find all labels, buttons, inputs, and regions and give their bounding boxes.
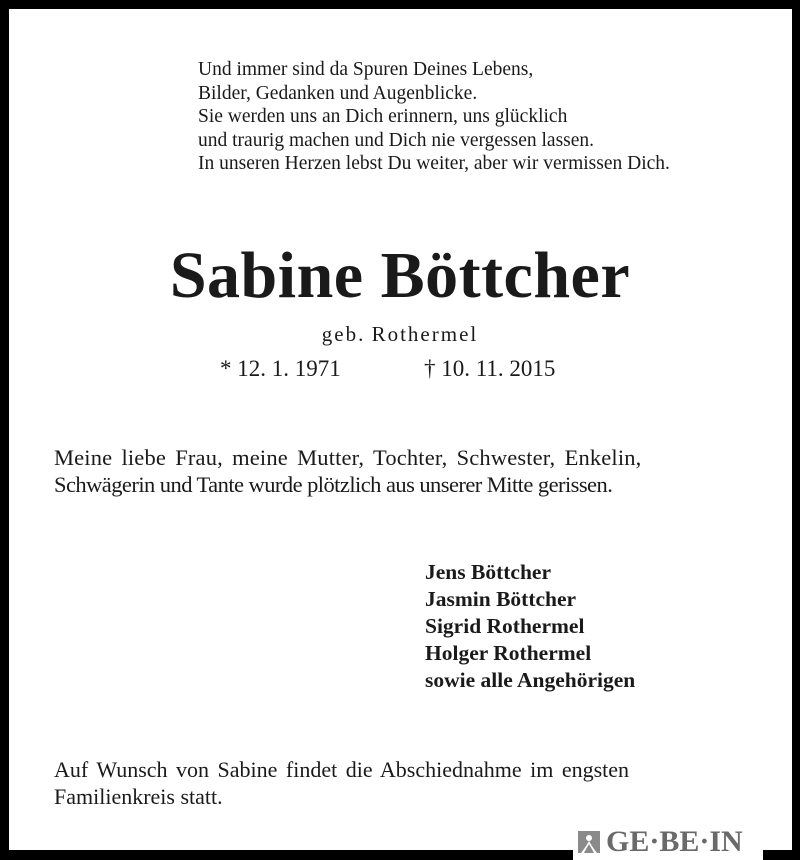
mourner-name: Sigrid Rothermel	[425, 614, 585, 638]
death-date: † 10. 11. 2015	[424, 356, 556, 381]
person-silhouette-icon	[578, 831, 600, 853]
announcement-message	[54, 444, 748, 498]
closing-line: Auf Wunsch von Sabine findet die Abschiednahme im engsten	[54, 757, 630, 782]
memorial-poem	[198, 58, 670, 176]
publisher-logo	[578, 826, 743, 858]
birth-date: * 12. 1. 1971	[220, 356, 341, 381]
poem-line: und traurig machen und Dich nie vergessen lassen.	[198, 129, 595, 151]
deceased-name: Sabine Böttcher	[169, 239, 631, 312]
mourners-list	[425, 559, 635, 694]
poem-line: Bilder, Gedanken und Augenblicke.	[198, 82, 478, 104]
mourner-name: Jasmin Böttcher	[425, 587, 577, 611]
message-line: Schwägerin und Tante wurde plötzlich aus unserer Mitte gerissen.	[54, 472, 613, 497]
logo-text: GE·BE·IN	[606, 825, 743, 858]
closing-note	[54, 756, 629, 810]
poem-line: Sie werden uns an Dich erinnern, uns glücklich	[198, 106, 568, 128]
closing-line: Familienkreis statt.	[54, 784, 223, 809]
mourner-name: Holger Rothermel	[425, 641, 592, 665]
maiden-name: geb. Rothermel	[321, 322, 479, 346]
mourner-name: Jens Böttcher	[425, 560, 551, 584]
poem-line: Und immer sind da Spuren Deines Lebens,	[198, 59, 534, 80]
poem-line: In unseren Herzen lebst Du weiter, aber wir vermissen Dich.	[198, 153, 670, 175]
mourner-name: sowie alle Angehörigen	[425, 668, 636, 692]
message-line: Meine liebe Frau, meine Mutter, Tochter, Schwester, Enkelin,	[54, 445, 642, 470]
